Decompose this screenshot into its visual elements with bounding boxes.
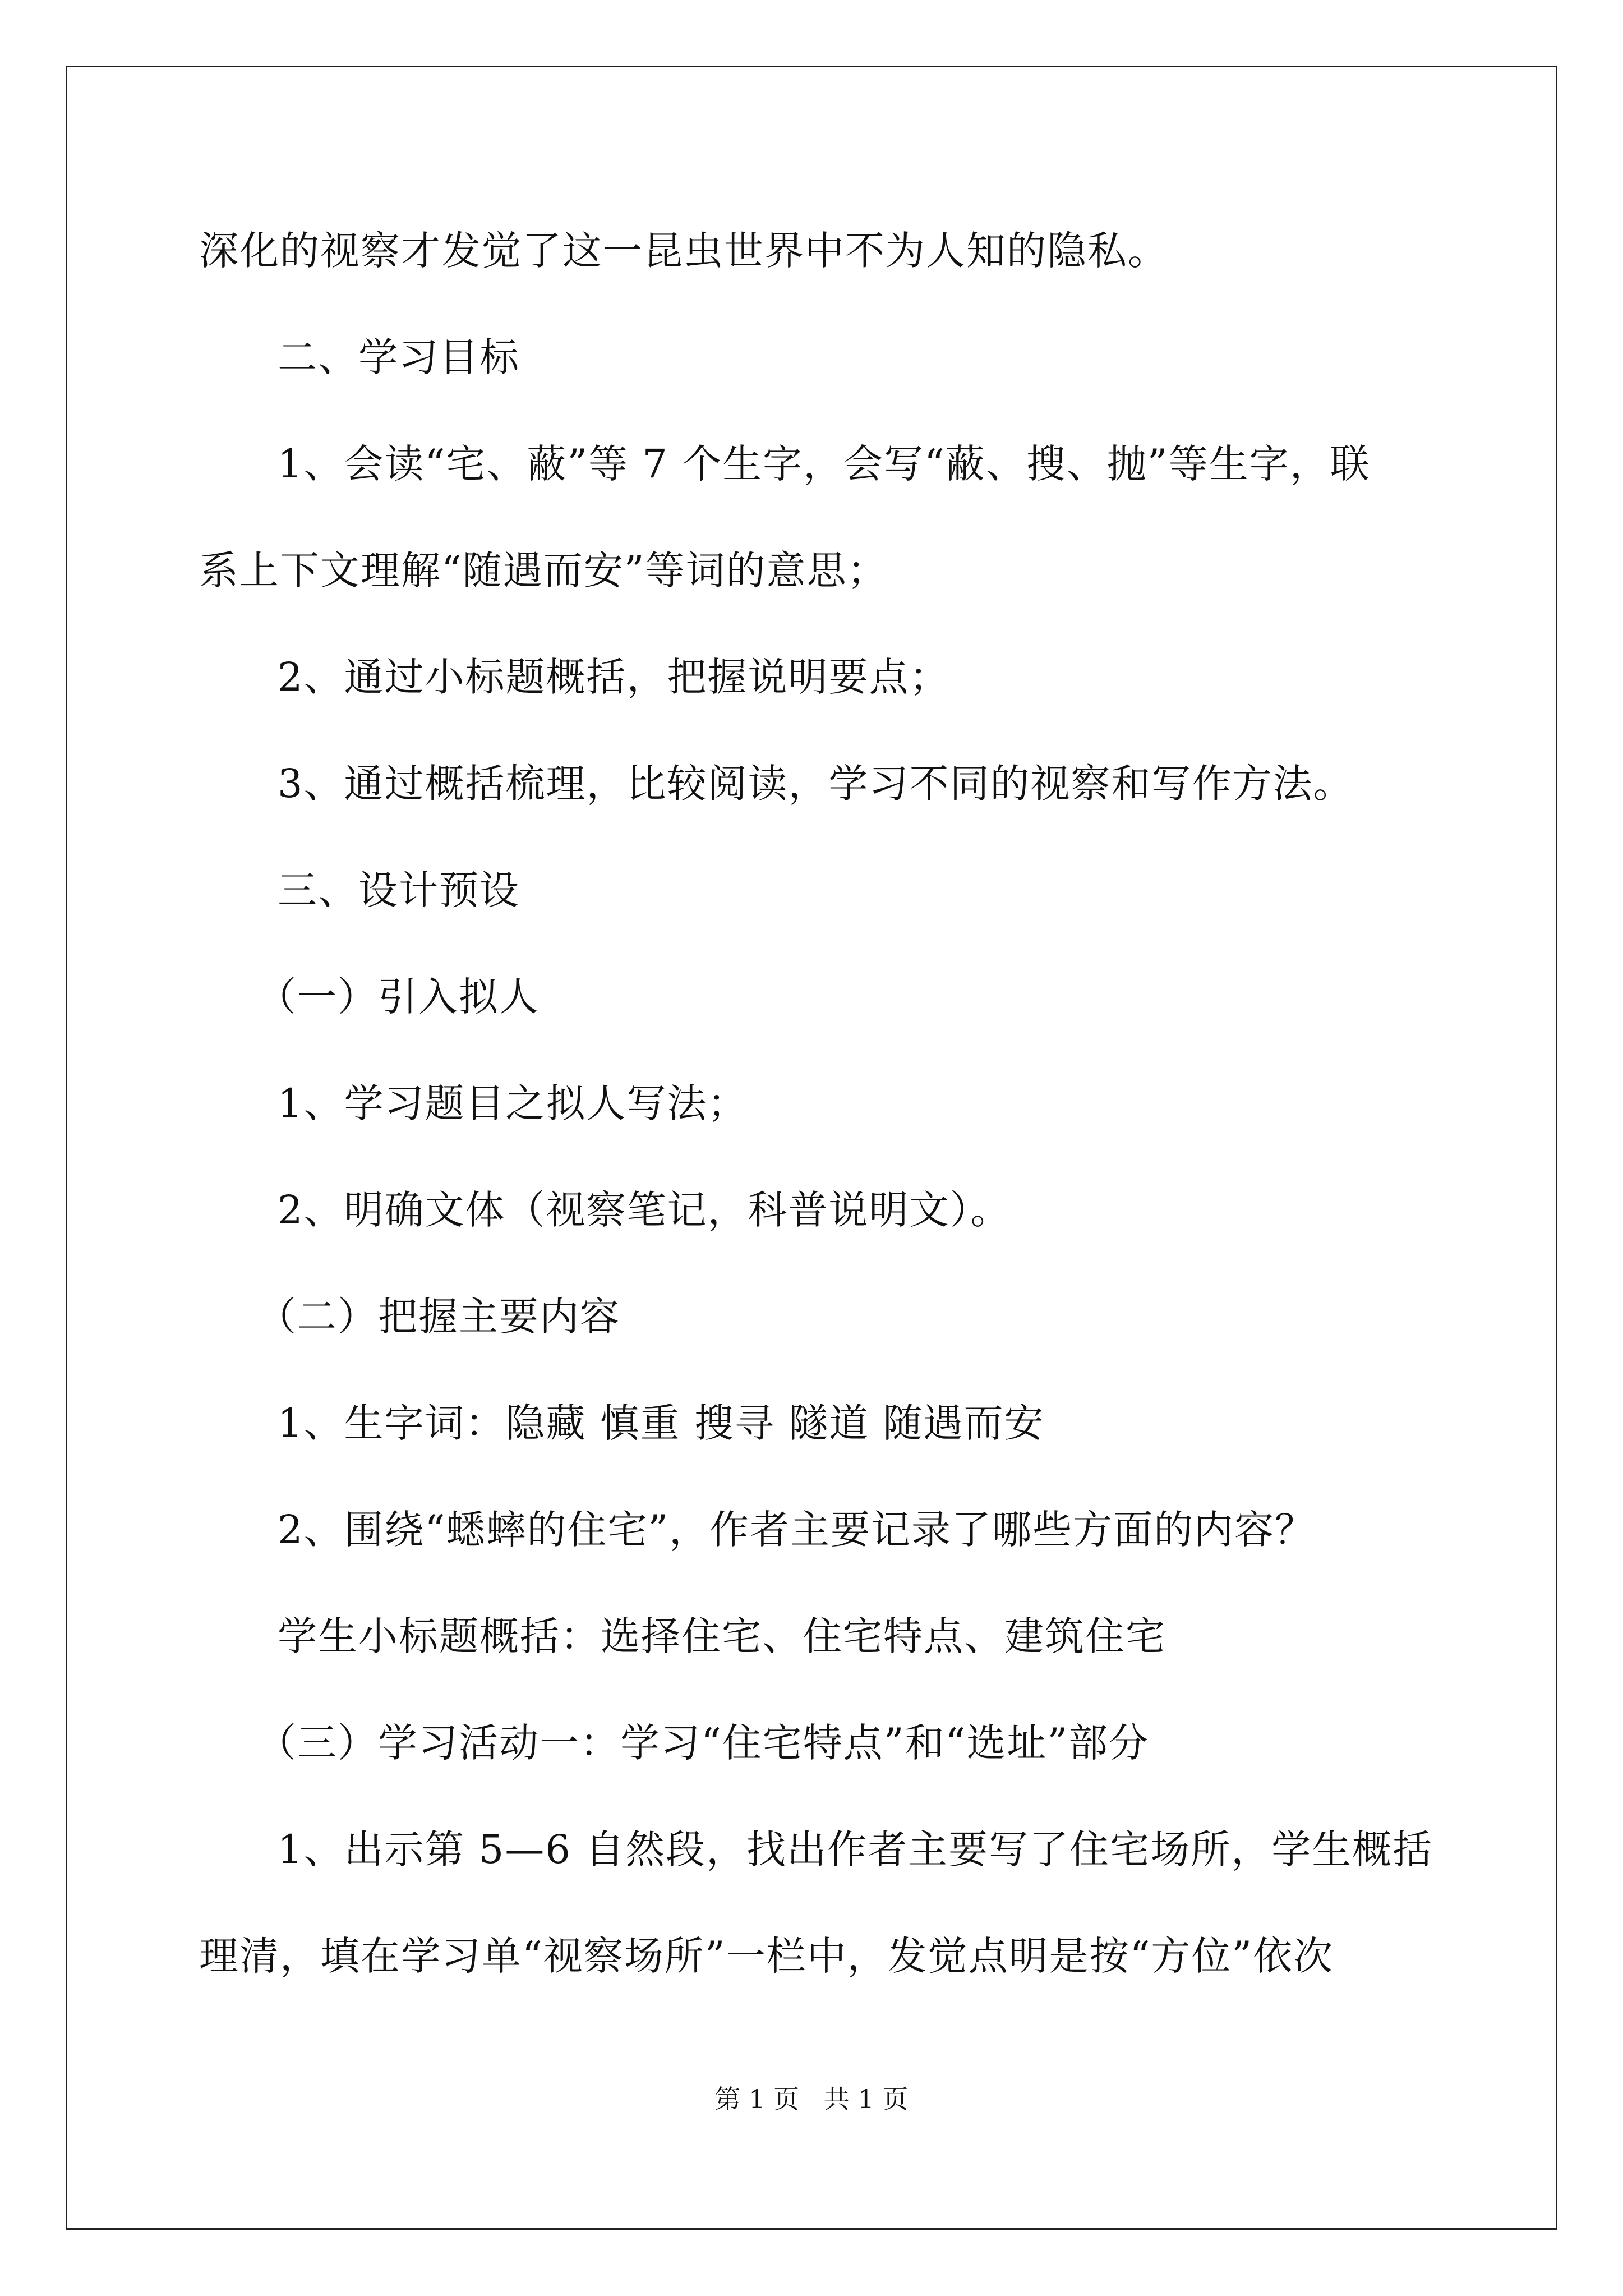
- subsection-heading: （一）引入拟人: [257, 974, 540, 1020]
- subsection-heading: （三）学习活动一：学习“住宅特点”和“选址”部分: [257, 1720, 1150, 1766]
- page-border: [66, 66, 1557, 2230]
- paragraph-line: 系上下文理解“随遇而安”等词的意思；: [199, 547, 888, 593]
- paragraph-line: 1、出示第 5—6 自然段，找出作者主要写了住宅场所，学生概括: [278, 1826, 1433, 1872]
- subsection-heading: （二）把握主要内容: [257, 1294, 620, 1340]
- section-heading: 二、学习目标: [278, 334, 520, 380]
- paragraph-line: 深化的视察才发觉了这一昆虫世界中不为人知的隐私。: [199, 228, 1168, 274]
- paragraph-line: 1、会读“宅、蔽”等 7 个生字，会写“蔽、搜、抛”等生字，联: [278, 441, 1371, 487]
- paragraph-line: 1、生字词：隐藏 慎重 搜寻 隧道 随遇而安: [278, 1400, 1045, 1446]
- paragraph-line: 3、通过概括梳理，比较阅读，学习不同的视察和写作方法。: [278, 761, 1354, 807]
- paragraph-line: 2、通过小标题概括，把握说明要点；: [278, 654, 950, 700]
- section-heading: 三、设计预设: [278, 867, 520, 913]
- paragraph-line: 2、明确文体（视察笔记，科普说明文）。: [278, 1187, 1011, 1233]
- paragraph-line: 1、学习题目之拟人写法；: [278, 1080, 748, 1126]
- page-number-footer: 第 1 页 共 1 页: [714, 2084, 909, 2114]
- paragraph-line: 学生小标题概括：选择住宅、住宅特点、建筑住宅: [278, 1613, 1166, 1659]
- paragraph-line: 2、围绕“蟋蟀的住宅”，作者主要记录了哪些方面的内容？: [278, 1507, 1316, 1553]
- paragraph-line: 理清，填在学习单“视察场所”一栏中，发觉点明是按“方位”依次: [199, 1933, 1334, 1979]
